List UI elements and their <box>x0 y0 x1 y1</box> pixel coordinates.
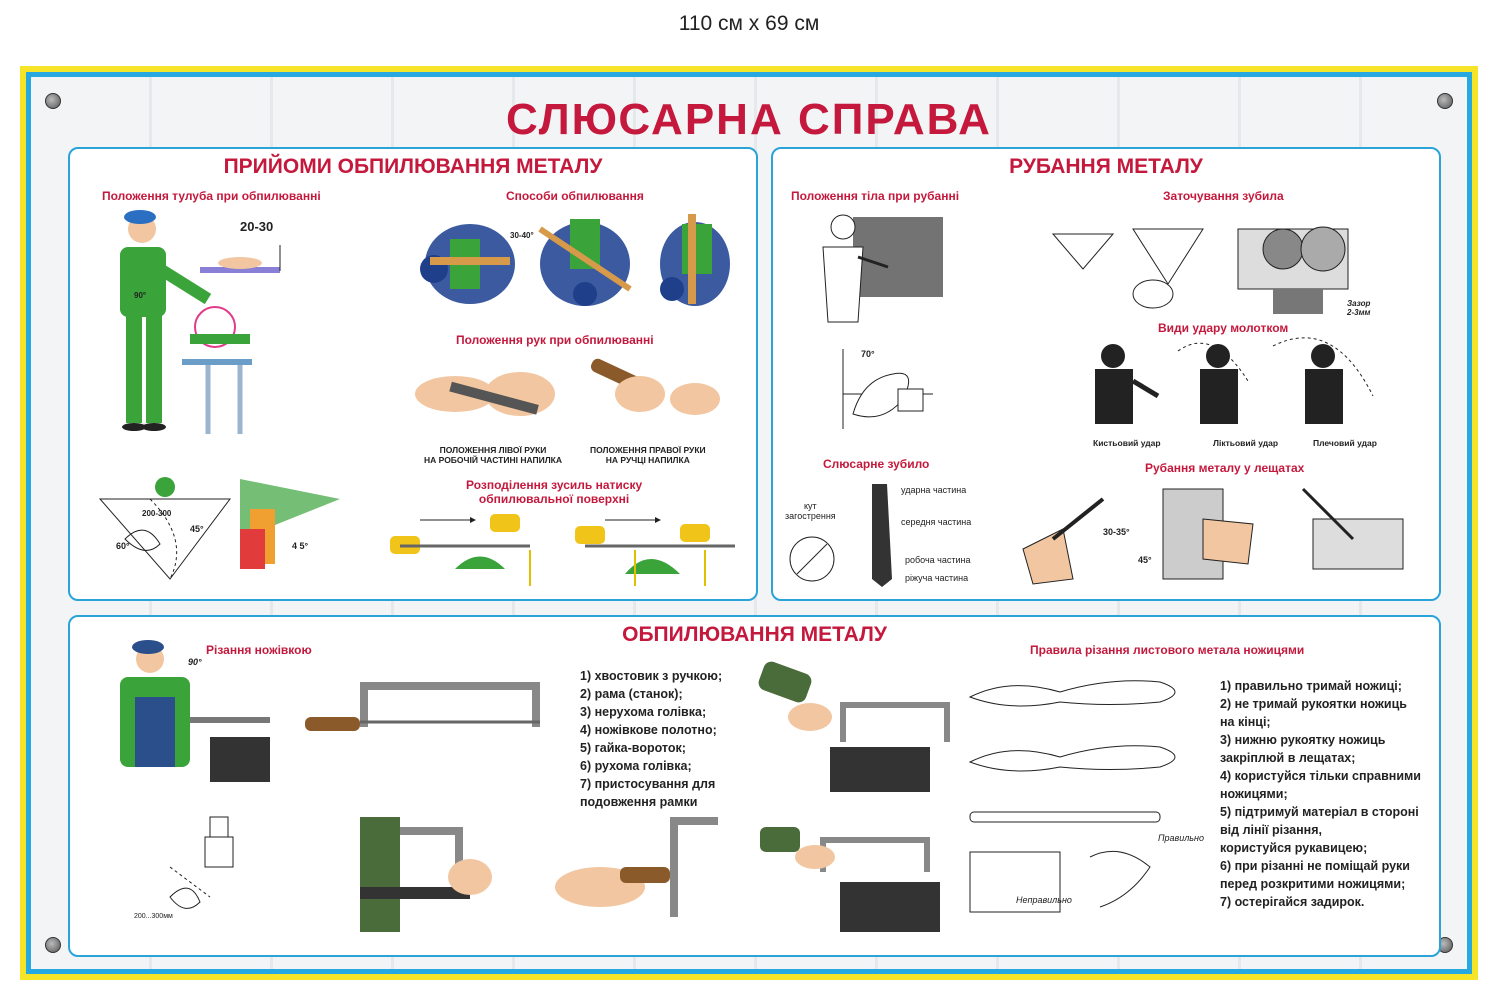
list-item: 1) хвостовик з ручкою; <box>580 669 723 683</box>
range-label: 200...300мм <box>134 913 173 920</box>
vise-chopping-illustration <box>1013 479 1423 589</box>
subtitle-vise-chopping: Рубання металу у лещатах <box>1145 461 1305 475</box>
panel-filing <box>68 615 1441 957</box>
chisel-part-label: робоча частина <box>905 555 971 565</box>
angle-label: 90° <box>134 291 147 300</box>
list-item: 5) гайка-вороток; <box>580 741 686 755</box>
chisel-part-label: ріжуча частина <box>905 573 969 583</box>
caption-elbow-strike: Ліктьовий удар <box>1213 438 1279 448</box>
hand-position-illustration <box>410 354 720 434</box>
subtitle-shears-rules: Правила різання листового метала ножицями <box>1030 643 1305 657</box>
list-item: 2) не тримай рукоятки ножиць <box>1220 697 1407 711</box>
list-item: перед розкритими ножицями; <box>1220 877 1406 891</box>
screw-icon <box>45 937 61 953</box>
chisel-part-label: ударна частина <box>901 485 967 495</box>
list-item: на кінці; <box>1220 715 1271 729</box>
poster <box>20 66 1478 980</box>
angle-label: 90° <box>188 657 202 667</box>
list-item: 4) користуйся тільки справними <box>1220 769 1421 783</box>
panel-title: ПРИЙОМИ ОБПИЛЮВАННЯ МЕТАЛУ <box>223 155 603 178</box>
list-item: ножицями; <box>1220 787 1288 801</box>
subtitle-filing-methods: Способи обпилювання <box>506 189 644 203</box>
dimension-label: 20-30 <box>240 219 274 234</box>
subtitle-chisel: Слюсарне зубило <box>823 457 930 471</box>
gap-label: Зазор 2-3мм <box>1347 299 1371 317</box>
caption-left-hand: ПОЛОЖЕННЯ ЛІВОЇ РУКИ НА РОБОЧІЙ ЧАСТИНІ НАПИЛКА <box>424 445 562 465</box>
subtitle-body-position: Положення тіла при рубанні <box>791 189 960 203</box>
angle-label: 60° <box>116 541 130 551</box>
list-item: 1) правильно тримай ножиці; <box>1220 679 1402 693</box>
worker-illustration <box>90 209 300 449</box>
caption-right-way: Правильно <box>1158 833 1205 843</box>
list-item: від лінії різання, <box>1220 823 1322 837</box>
force-distribution-illustration <box>380 514 750 589</box>
poster-title: СЛЮСАРНА СПРАВА <box>506 95 992 144</box>
angle-label: 30-35° <box>1103 527 1130 537</box>
subtitle-force-distribution: Розподілення зусиль натиску обпилювальної поверхні <box>466 478 643 506</box>
subtitle-body-position: Положення тулуба при обпилюванні <box>102 189 321 203</box>
subtitle-sharpening: Заточування зубила <box>1163 189 1284 203</box>
hammer-strikes-illustration <box>1073 341 1383 436</box>
subtitle-hand-position: Положення рук при обпилюванні <box>456 333 654 347</box>
list-item: 3) нерухома голівка; <box>580 705 707 719</box>
caption-wrong-way: Неправильно <box>1016 895 1072 905</box>
list-item: подовження рамки <box>580 795 698 809</box>
angle-label: 45° <box>1138 555 1152 565</box>
angle-label: 45° <box>190 524 204 534</box>
hacksaw-grip-illustration <box>750 657 970 797</box>
angle-label: 4 5° <box>292 541 309 551</box>
saw-handling-illustrations <box>360 807 960 937</box>
list-item: закріплюй в лещатах; <box>1220 751 1356 765</box>
angle-label: 70° <box>861 349 875 359</box>
caption-shoulder-strike: Плечовий удар <box>1313 438 1377 448</box>
caption-wrist-strike: Кистьовий удар <box>1093 438 1161 448</box>
list-item: 6) при різанні не поміщай руки <box>1220 859 1410 873</box>
panel-filing-methods <box>68 147 758 601</box>
list-item: користуйся рукавицею; <box>1220 841 1368 855</box>
range-label: 200-300 <box>142 509 172 518</box>
filing-angle-diagram <box>90 469 350 589</box>
list-item: 5) підтримуй матеріал в стороні <box>1220 805 1419 819</box>
panel-chopping <box>771 147 1441 601</box>
chopping-body-illustration <box>813 207 953 327</box>
subtitle-hammer-strikes: Види удару молотком <box>1158 321 1289 335</box>
list-item: 2) рама (станок); <box>580 687 683 701</box>
shears-diagram <box>960 667 1200 927</box>
sharpening-angle-label: кут загострення <box>785 501 836 521</box>
hacksaw-diagram <box>300 667 550 762</box>
list-item: 7) остерігайся задирок. <box>1220 895 1365 909</box>
panel-title: РУБАННЯ МЕТАЛУ <box>1009 155 1203 178</box>
hacksaw-parts-list <box>580 667 722 811</box>
list-item: 4) ножівкове полотно; <box>580 723 717 737</box>
angle-label: 30-40° <box>510 231 534 240</box>
shears-rules-list <box>1220 677 1421 911</box>
saw-angle-diagram <box>110 807 290 917</box>
chisel-part-label: середня частина <box>901 517 972 527</box>
list-item: 3) нижню рукоятку ножиць <box>1220 733 1386 747</box>
poster-background <box>26 72 1472 974</box>
list-item: 7) пристосування для <box>580 777 716 791</box>
chisel-angle-diagram <box>823 339 943 439</box>
list-item: 6) рухома голівка; <box>580 759 692 773</box>
filing-methods-illustration <box>410 209 730 319</box>
poster-size-label: 110 см х 69 см <box>678 12 820 35</box>
subtitle-hacksaw: Різання ножівкою <box>206 643 312 657</box>
caption-right-hand: ПОЛОЖЕННЯ ПРАВОЇ РУКИ НА РУЧЦІ НАПИЛКА <box>590 445 706 465</box>
panel-title: ОБПИЛЮВАННЯ МЕТАЛУ <box>622 623 887 646</box>
